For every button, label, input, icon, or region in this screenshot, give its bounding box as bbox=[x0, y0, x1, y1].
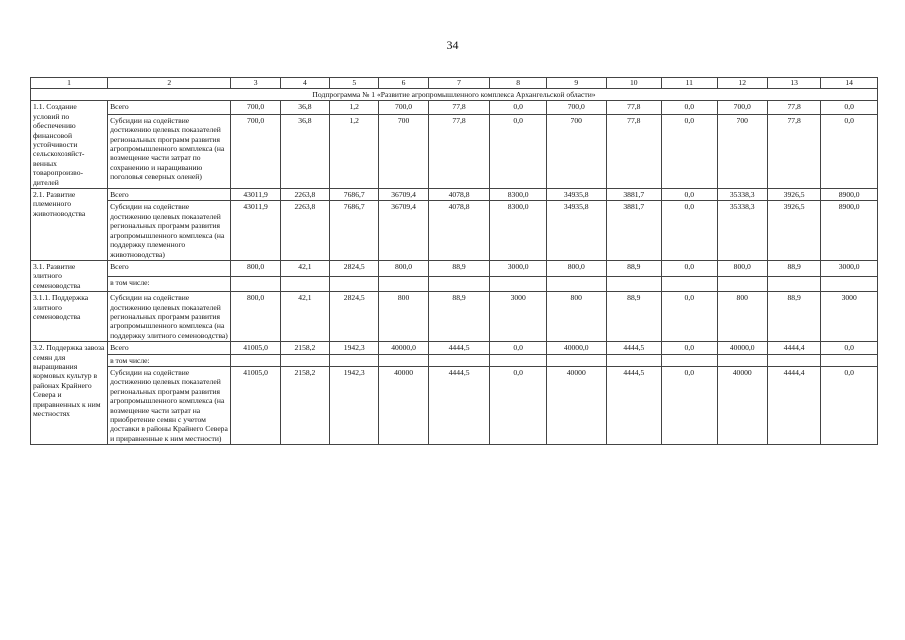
value-cell: 88,9 bbox=[767, 260, 820, 276]
value-cell: 34935,8 bbox=[546, 201, 606, 260]
value-cell: 7686,7 bbox=[330, 189, 379, 201]
value-cell: 3881,7 bbox=[606, 189, 662, 201]
value-cell: 77,8 bbox=[606, 101, 662, 114]
value-cell: 40000 bbox=[379, 366, 428, 444]
value-cell: 2158,2 bbox=[280, 342, 329, 354]
column-number: 3 bbox=[231, 78, 280, 89]
row-description: Всего bbox=[108, 101, 231, 114]
value-cell: 0,0 bbox=[662, 260, 718, 276]
value-cell: 0,0 bbox=[490, 342, 547, 354]
value-cell: 8900,0 bbox=[821, 201, 878, 260]
value-cell: 700,0 bbox=[717, 101, 767, 114]
measure-label: 3.2. Поддержка завоза семян для выращивания кормовых культур в районах Крайнего Севера и приравненных к ним местностях bbox=[31, 342, 108, 445]
value-cell bbox=[717, 354, 767, 366]
table-row bbox=[31, 366, 878, 444]
value-cell: 0,0 bbox=[821, 114, 878, 188]
value-cell: 4078,8 bbox=[428, 201, 490, 260]
value-cell: 2824,5 bbox=[330, 292, 379, 342]
table-row bbox=[31, 201, 878, 260]
budget-table bbox=[30, 77, 878, 445]
value-cell bbox=[231, 354, 280, 366]
value-cell: 0,0 bbox=[662, 366, 718, 444]
value-cell: 800 bbox=[546, 292, 606, 342]
value-cell bbox=[606, 276, 662, 292]
column-number: 14 bbox=[821, 78, 878, 89]
row-description: Всего bbox=[108, 342, 231, 354]
value-cell: 1942,3 bbox=[330, 366, 379, 444]
value-cell: 0,0 bbox=[662, 114, 718, 188]
column-number: 10 bbox=[606, 78, 662, 89]
value-cell bbox=[330, 276, 379, 292]
value-cell: 700 bbox=[546, 114, 606, 188]
column-number: 13 bbox=[767, 78, 820, 89]
column-number: 5 bbox=[330, 78, 379, 89]
value-cell: 35338,3 bbox=[717, 189, 767, 201]
value-cell bbox=[490, 276, 547, 292]
value-cell bbox=[428, 276, 490, 292]
row-description: Всего bbox=[108, 189, 231, 201]
value-cell: 43011,9 bbox=[231, 189, 280, 201]
value-cell: 88,9 bbox=[606, 260, 662, 276]
value-cell: 77,8 bbox=[606, 114, 662, 188]
value-cell: 0,0 bbox=[662, 342, 718, 354]
row-description: Субсидии на содействие достижению целевых показателей региональных программ развития агропромышленного комплекса (на возмещение части затрат на приобретение семян с учетом доставки в районы Крайнего Севера и приравненные к ним местности) bbox=[108, 366, 231, 444]
value-cell: 40000 bbox=[546, 366, 606, 444]
measure-label: 2.1. Развитие племенного животноводства bbox=[31, 189, 108, 261]
table-row bbox=[31, 276, 878, 292]
value-cell: 0,0 bbox=[662, 201, 718, 260]
value-cell: 77,8 bbox=[767, 101, 820, 114]
measure-label: 3.1.1. Поддержка элитного семеноводства bbox=[31, 292, 108, 342]
value-cell: 0,0 bbox=[821, 342, 878, 354]
value-cell bbox=[546, 354, 606, 366]
row-description: в том числе: bbox=[108, 276, 231, 292]
value-cell: 36709,4 bbox=[379, 189, 428, 201]
value-cell: 2158,2 bbox=[280, 366, 329, 444]
value-cell: 700 bbox=[717, 114, 767, 188]
value-cell: 88,9 bbox=[767, 292, 820, 342]
value-cell: 2263,8 bbox=[280, 189, 329, 201]
table-row bbox=[31, 114, 878, 188]
value-cell: 3000 bbox=[490, 292, 547, 342]
value-cell bbox=[330, 354, 379, 366]
value-cell: 34935,8 bbox=[546, 189, 606, 201]
value-cell: 36709,4 bbox=[379, 201, 428, 260]
value-cell: 8300,0 bbox=[490, 201, 547, 260]
table-row bbox=[31, 260, 878, 276]
value-cell: 2824,5 bbox=[330, 260, 379, 276]
value-cell: 40000 bbox=[717, 366, 767, 444]
value-cell: 0,0 bbox=[662, 189, 718, 201]
value-cell: 4078,8 bbox=[428, 189, 490, 201]
value-cell: 4444,5 bbox=[606, 342, 662, 354]
value-cell: 36,8 bbox=[280, 101, 329, 114]
value-cell: 4444,5 bbox=[606, 366, 662, 444]
value-cell bbox=[767, 276, 820, 292]
table-row bbox=[31, 354, 878, 366]
measure-label: 3.1. Развитие элитного семеноводства bbox=[31, 260, 108, 291]
row-description: Субсидии на содействие достижению целевых показателей региональных программ развития агропромышленного комплекса (на возмещение части затрат по сохранению и наращиванию поголовья северных оленей) bbox=[108, 114, 231, 188]
value-cell: 41005,0 bbox=[231, 342, 280, 354]
value-cell: 3926,5 bbox=[767, 189, 820, 201]
value-cell: 0,0 bbox=[490, 366, 547, 444]
value-cell: 0,0 bbox=[662, 101, 718, 114]
value-cell: 800,0 bbox=[231, 260, 280, 276]
column-number: 7 bbox=[428, 78, 490, 89]
value-cell: 4444,4 bbox=[767, 342, 820, 354]
value-cell: 4444,5 bbox=[428, 366, 490, 444]
value-cell: 700,0 bbox=[231, 101, 280, 114]
column-number: 12 bbox=[717, 78, 767, 89]
value-cell: 42,1 bbox=[280, 292, 329, 342]
value-cell: 41005,0 bbox=[231, 366, 280, 444]
value-cell: 88,9 bbox=[428, 292, 490, 342]
row-description: в том числе: bbox=[108, 354, 231, 366]
column-number: 4 bbox=[280, 78, 329, 89]
value-cell: 1942,3 bbox=[330, 342, 379, 354]
value-cell: 36,8 bbox=[280, 114, 329, 188]
value-cell: 700,0 bbox=[231, 114, 280, 188]
value-cell: 0,0 bbox=[490, 114, 547, 188]
table-row bbox=[31, 342, 878, 354]
value-cell bbox=[379, 276, 428, 292]
value-cell: 0,0 bbox=[490, 101, 547, 114]
column-number: 11 bbox=[662, 78, 718, 89]
value-cell: 88,9 bbox=[606, 292, 662, 342]
column-number: 2 bbox=[108, 78, 231, 89]
table-row bbox=[31, 189, 878, 201]
value-cell bbox=[546, 276, 606, 292]
value-cell bbox=[428, 354, 490, 366]
value-cell: 42,1 bbox=[280, 260, 329, 276]
column-number: 8 bbox=[490, 78, 547, 89]
value-cell: 1,2 bbox=[330, 101, 379, 114]
value-cell: 0,0 bbox=[821, 366, 878, 444]
value-cell bbox=[280, 354, 329, 366]
value-cell: 700,0 bbox=[379, 101, 428, 114]
page-number: 34 bbox=[446, 38, 459, 52]
value-cell: 3881,7 bbox=[606, 201, 662, 260]
table-row bbox=[31, 101, 878, 114]
subprogram-row bbox=[31, 89, 878, 101]
row-description: Субсидии на содействие достижению целевых показателей региональных программ развития агропромышленного комплекса (на поддержку племенного животноводства) bbox=[108, 201, 231, 260]
value-cell: 35338,3 bbox=[717, 201, 767, 260]
value-cell bbox=[280, 276, 329, 292]
measure-label: 1.1. Создание условий по обеспечению финансовой устойчивости сельскохозяйст-венных товаропроизво-дителей bbox=[31, 101, 108, 189]
value-cell: 800,0 bbox=[546, 260, 606, 276]
value-cell: 40000,0 bbox=[717, 342, 767, 354]
value-cell: 800,0 bbox=[379, 260, 428, 276]
value-cell bbox=[490, 354, 547, 366]
column-number: 1 bbox=[31, 78, 108, 89]
table-row bbox=[31, 292, 878, 342]
column-number-row bbox=[31, 78, 878, 89]
value-cell: 8900,0 bbox=[821, 189, 878, 201]
column-number: 6 bbox=[379, 78, 428, 89]
subprogram-title: Подпрограмма № 1 «Развитие агропромышленного комплекса Архангельской области» bbox=[31, 89, 878, 101]
value-cell: 4444,4 bbox=[767, 366, 820, 444]
value-cell: 40000,0 bbox=[546, 342, 606, 354]
value-cell: 2263,8 bbox=[280, 201, 329, 260]
row-description: Субсидии на содействие достижению целевых показателей региональных программ развития агропромышленного комплекса (на поддержку элитного семеноводства) bbox=[108, 292, 231, 342]
value-cell: 0,0 bbox=[662, 292, 718, 342]
value-cell: 3926,5 bbox=[767, 201, 820, 260]
value-cell bbox=[606, 354, 662, 366]
value-cell: 4444,5 bbox=[428, 342, 490, 354]
value-cell: 8300,0 bbox=[490, 189, 547, 201]
value-cell bbox=[821, 276, 878, 292]
value-cell: 3000,0 bbox=[490, 260, 547, 276]
value-cell bbox=[662, 276, 718, 292]
row-description: Всего bbox=[108, 260, 231, 276]
value-cell: 800,0 bbox=[717, 260, 767, 276]
value-cell: 800 bbox=[717, 292, 767, 342]
value-cell: 77,8 bbox=[428, 114, 490, 188]
value-cell bbox=[231, 276, 280, 292]
value-cell bbox=[662, 354, 718, 366]
value-cell bbox=[821, 354, 878, 366]
value-cell: 0,0 bbox=[821, 101, 878, 114]
value-cell: 3000 bbox=[821, 292, 878, 342]
value-cell: 800,0 bbox=[231, 292, 280, 342]
value-cell: 88,9 bbox=[428, 260, 490, 276]
value-cell bbox=[767, 354, 820, 366]
value-cell: 7686,7 bbox=[330, 201, 379, 260]
value-cell: 1,2 bbox=[330, 114, 379, 188]
value-cell: 77,8 bbox=[767, 114, 820, 188]
value-cell: 43011,9 bbox=[231, 201, 280, 260]
value-cell: 700,0 bbox=[546, 101, 606, 114]
value-cell bbox=[379, 354, 428, 366]
value-cell: 3000,0 bbox=[821, 260, 878, 276]
value-cell: 700 bbox=[379, 114, 428, 188]
value-cell: 77,8 bbox=[428, 101, 490, 114]
value-cell: 40000,0 bbox=[379, 342, 428, 354]
value-cell: 800 bbox=[379, 292, 428, 342]
value-cell bbox=[717, 276, 767, 292]
column-number: 9 bbox=[546, 78, 606, 89]
